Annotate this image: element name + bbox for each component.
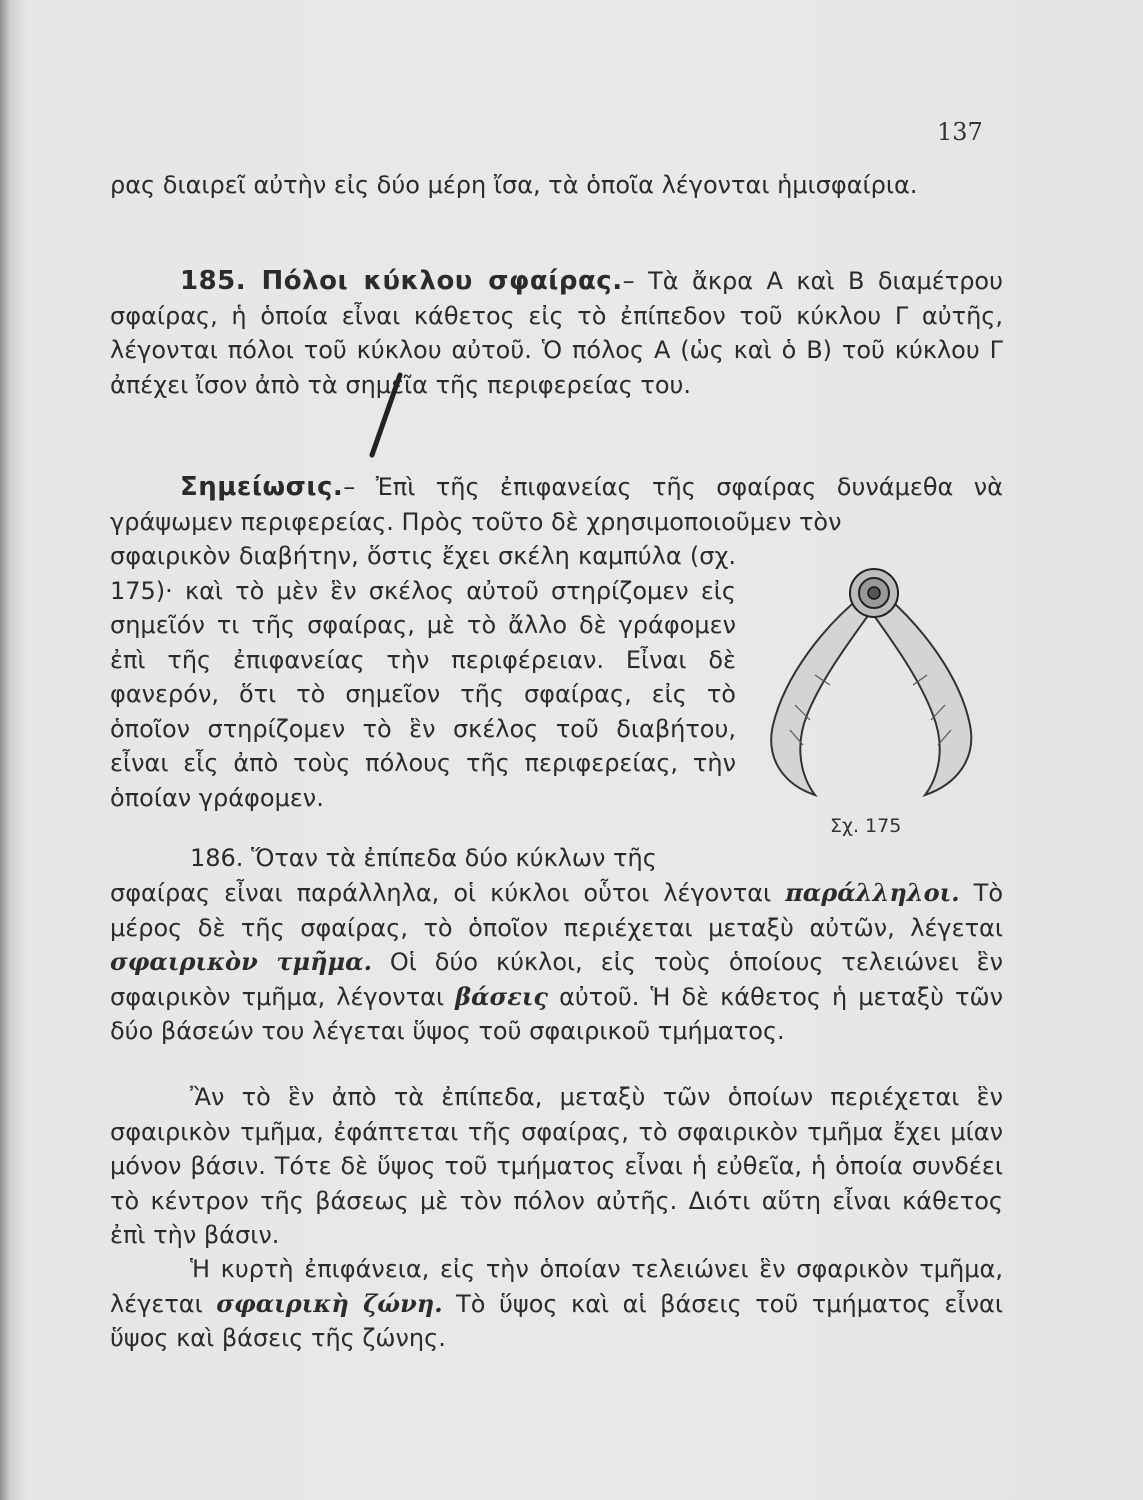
note-first-lines (110, 470, 1003, 539)
section-186-body-b: Τὸ μέρος δὲ τῆς σφαίρας, τὸ ὁποῖον περιέχεται μεταξὺ αὐτῶν, λέγεται (110, 879, 1003, 942)
term-parallel: παράλληλοι. (785, 878, 960, 907)
spherical-compass-icon (755, 555, 985, 815)
term-bases: βάσεις (455, 981, 549, 1011)
section-185-title: 185. Πόλοι κύκλου σφαίρας. (180, 266, 623, 296)
figure-caption: Σχ. 175 (830, 815, 902, 837)
intro-paragraph: ρας διαιρεῖ αὐτὴν εἰς δύο μέρη ἴσα, τὰ ὁποῖα λέγονται ἡμισφαίρια. (110, 171, 918, 199)
section-186-body-a: σφαίρας εἶναι παράλληλα, οἱ κύκλοι οὗτοι λέγονται (110, 879, 772, 907)
section-186-first-line: 186. Ὅταν τὰ ἐπίπεδα δύο κύκλων τῆς (190, 844, 657, 872)
one-base-paragraph: Ἂν τὸ ἓν ἀπὸ τὰ ἐπίπεδα, μεταξὺ τῶν ὁποίων περιέχεται ἓν σφαιρικὸν τμῆμα, ἐφάπτεται τῆς σφαίρας, τὸ σφαιρικὸν τμῆμα ἔχει μίαν μόνον βάσιν. Τότε δὲ ὕψος τοῦ τμήματος εἶναι ἡ εὐθεῖα, ἡ ὁποία συνδέει τὸ κέντρον τῆς βάσεως μὲ τὸν πόλον αὐτῆς. Διότι αὕτη εἶναι κάθετος ἐπὶ τὴν βάσιν. (110, 1083, 1003, 1249)
zone-paragraph (110, 1252, 1003, 1356)
section-185-body: – Τὰ ἄκρα Α καὶ Β διαμέτρου σφαίρας, ἡ ὁποία εἶναι κάθετος εἰς τὸ ἐπίπεδον τοῦ κύκλου Γ αὐτῆς, λέγονται πόλοι τοῦ κύκλου αὐτοῦ. Ὁ πόλος Α (ὡς καὶ ὁ Β) τοῦ κύκλου Γ ἀπέχει ἴσον ἀπὸ τὰ σημεῖα τῆς περιφερείας του. (110, 267, 1003, 399)
section-186-body-d: αὐτοῦ. Ἡ δὲ κάθετος ἡ μεταξὺ τῶν δύο βάσεών του λέγεται ὕψος τοῦ σφαιρικοῦ τμήματος. (110, 982, 1003, 1045)
page-number: 137 (937, 118, 983, 146)
term-spherical-segment: σφαιρικὸν τμῆμα. (110, 947, 372, 976)
note-title: Σημείωσις. (180, 472, 344, 502)
pencil-mark-icon (360, 370, 410, 460)
section-186-body-c: Οἱ δύο κύκλοι, εἰς τοὺς ὁποίους τελειώνει ἓν σφαιρικὸν τμῆμα, λέγονται (110, 948, 1003, 1011)
note-body-full: – Ἐπὶ τῆς ἐπιφανείας τῆς σφαίρας δυνάμεθα νὰ γράψωμεν περιφερείας. Πρὸς τοῦτο δὲ χρησιμοποιοῦμεν τὸν (110, 473, 1003, 536)
zone-body-b: Τὸ ὕψος καὶ αἱ βάσεις τοῦ τμήματος εἶναι ὕψος καὶ βάσεις τῆς ζώνης. (110, 1289, 1003, 1352)
section-186-body (110, 876, 1003, 1049)
zone-body-a: Ἡ κυρτὴ ἐπιφάνεια, εἰς τὴν ὁποίαν τελειώνει ἓν σφαρικὸν τμῆμα, λέγεται (110, 1255, 1003, 1318)
term-spherical-zone: σφαιρικὴ ζώνη. (216, 1288, 443, 1318)
note-wrap-paragraph: σφαιρικὸν διαβήτην, ὅστις ἔχει σκέλη καμπύλα (σχ. 175)· καὶ τὸ μὲν ἓν σκέλος αὐτοῦ στηρίζομεν εἰς σημεῖόν τι τῆς σφαίρας, μὲ τὸ ἄλλο δὲ γράφομεν ἐπὶ τῆς ἐπιφανείας τὴν περιφέρειαν. Εἶναι δὲ φανερόν, ὅτι τὸ σημεῖον τῆς σφαίρας, εἰς τὸ ὁποῖον στηρίζομεν τὸ ἓν σκέλος τοῦ διαβήτου, εἶναι εἷς ἀπὸ τοὺς πόλους τῆς περιφερείας, τὴν ὁποίαν γράφομεν. (110, 542, 736, 812)
section-185 (110, 264, 1003, 402)
